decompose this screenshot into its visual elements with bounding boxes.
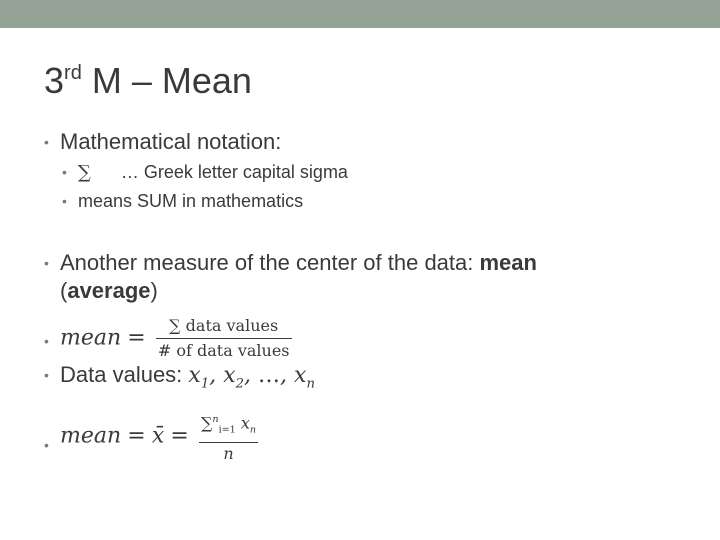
mean-intro-text: Another measure of the center of the data: xyxy=(60,250,480,275)
bullet-dot: • xyxy=(62,193,67,209)
sigma-symbol: ∑ xyxy=(78,162,91,183)
data-values-label: Data values: xyxy=(60,362,189,387)
formula1-lhs: mean xyxy=(60,325,122,351)
formula1-denominator: # of data values xyxy=(157,341,290,360)
bullet-dot: • xyxy=(44,255,49,271)
slide-title xyxy=(44,60,252,102)
formula2-fraction xyxy=(199,410,258,464)
top-accent-bar xyxy=(0,0,720,28)
bullet-dot: • xyxy=(44,134,49,150)
formula2-xbar: x̄ xyxy=(151,423,165,449)
formula1-numerator: ∑ data values xyxy=(156,315,292,339)
bullet-dot: • xyxy=(44,367,49,383)
sub-bullet-sum xyxy=(44,187,684,215)
bullet-dot: • xyxy=(44,333,49,349)
formula1-fraction xyxy=(156,315,292,362)
slide-content xyxy=(44,128,684,463)
formula2-numerator: ∑$^n_{i=1}$ $x_n$ xyxy=(199,410,258,443)
sub-bullet-sigma xyxy=(44,158,684,187)
sigma-description: … Greek letter capital sigma xyxy=(120,162,348,182)
sum-description: means SUM in mathematics xyxy=(78,191,304,211)
bullet-notation-text: Mathematical notation: xyxy=(60,129,282,154)
title-ordinal: rd xyxy=(64,62,82,84)
formula2-lhs: mean xyxy=(60,423,122,449)
formula2-denominator: n xyxy=(223,443,234,463)
bullet-notation xyxy=(44,128,684,156)
mean-keyword: mean xyxy=(479,250,537,275)
formula-mean-1: • mean = $\frac{\text{∑ data values}}{\text{\# of data values}}$ xyxy=(44,316,290,360)
formula-mean-2: • mean = x̄ = $\frac{\sum^n_{i=1} x_n}{n}$ xyxy=(44,410,684,460)
bullet-dot: • xyxy=(44,437,49,454)
bullet-data-values xyxy=(44,361,684,398)
bullet-dot: • xyxy=(62,164,67,180)
title-text: M – Mean xyxy=(81,60,252,101)
bullet-mean-intro: • Another measure of the center of the data: mean (average) xyxy=(44,250,537,303)
title-number: 3 xyxy=(44,60,65,101)
data-values-list: $x_1$, $x_2$, …, $x_n$ xyxy=(188,363,315,392)
average-keyword: average xyxy=(67,278,151,303)
